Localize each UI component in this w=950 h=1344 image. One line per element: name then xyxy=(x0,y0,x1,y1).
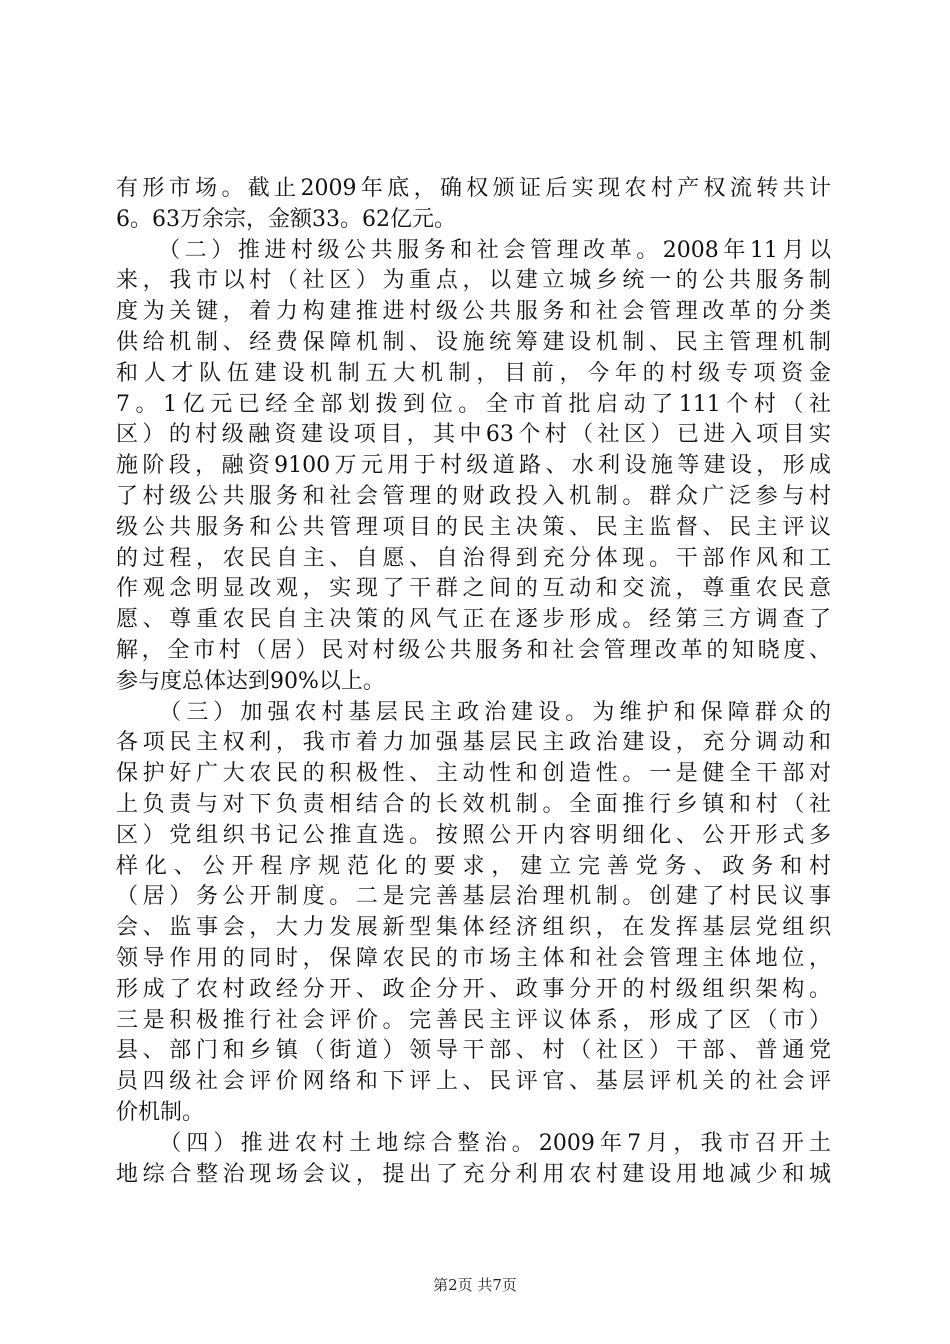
text-line: 有形市场。截止2009年底，确权颁证后实现农村产权流转共计 xyxy=(116,176,831,201)
text-line: 愿、尊重农民自主决策的风气正在逐步形成。经第三方调查了 xyxy=(116,607,831,633)
text-line: 员四级社会评价网络和下评上、民评官、基层评机关的社会评 xyxy=(116,1069,831,1095)
text-line: 上负责与对下负责相结合的长效机制。全面推行乡镇和村（社 xyxy=(116,791,831,817)
text-line: 作观念明显改观，实现了干群之间的互动和交流，尊重农民意 xyxy=(116,576,831,602)
text-line: 解，全市村（居）民对村级公共服务和社会管理改革的知晓度、 xyxy=(116,637,831,663)
text-line: 来，我市以村（社区）为重点，以建立城乡统一的公共服务制 xyxy=(116,268,831,294)
text-line: 价机制。 xyxy=(116,1099,205,1125)
text-line: 区）党组织书记公推直选。按照公开内容明细化、公开形式多 xyxy=(116,822,831,848)
text-line: 的过程，农民自主、自愿、自治得到充分体现。干部作风和工 xyxy=(116,545,831,571)
text-line: 区）的村级融资建设项目，其中63个村（社区）已进入项目实 xyxy=(116,422,831,448)
text-line: 和人才队伍建设机制五大机制，目前，今年的村级专项资金 xyxy=(116,360,831,386)
page-footer: 第2页 共7页 xyxy=(433,1276,517,1294)
text-line: 施阶段，融资9100万元用于村级道路、水利设施等建设，形成 xyxy=(116,453,831,479)
text-line: （四）推进农村土地综合整治。2009年7月，我市召开土 xyxy=(116,1130,831,1156)
text-line: 供给机制、经费保障机制、设施统筹建设机制、民主管理机制 xyxy=(116,329,831,355)
text-line: 了村级公共服务和社会管理的财政投入机制。群众广泛参与村 xyxy=(116,483,831,509)
text-line: 级公共服务和公共管理项目的民主决策、民主监督、民主评议 xyxy=(116,514,831,540)
text-line: （二）推进村级公共服务和社会管理改革。2008年11月以 xyxy=(116,237,831,263)
text-line: 度为关键，着力构建推进村级公共服务和社会管理改革的分类 xyxy=(116,299,831,325)
text-line: 保护好广大农民的积极性、主动性和创造性。一是健全干部对 xyxy=(116,761,831,787)
text-line: 县、部门和乡镇（街道）领导干部、村（社区）干部、普通党 xyxy=(116,1038,831,1064)
text-line: 形成了农村政经分开、政企分开、政事分开的村级组织架构。 xyxy=(116,976,831,1002)
text-line: 各项民主权利，我市着力加强基层民主政治建设，充分调动和 xyxy=(116,730,831,756)
text-line: （居）务公开制度。二是完善基层治理机制。创建了村民议事 xyxy=(116,884,831,910)
text-line: 地综合整治现场会议，提出了充分利用农村建设用地减少和城 xyxy=(116,1161,831,1187)
text-line: 领导作用的同时，保障农民的市场主体和社会管理主体地位， xyxy=(116,945,831,971)
text-line: 三是积极推行社会评价。完善民主评议体系，形成了区（市） xyxy=(116,1007,831,1033)
text-line: 样化、公开程序规范化的要求，建立完善党务、政务和村 xyxy=(116,853,831,879)
text-line: 6。63万余宗，金额33。62亿元。 xyxy=(116,206,456,232)
text-line: 7。1亿元已经全部划拨到位。全市首批启动了111个村（社 xyxy=(116,391,831,417)
document-body xyxy=(116,174,831,1190)
text-line: （三）加强农村基层民主政治建设。为维护和保障群众的 xyxy=(116,699,831,725)
text-line: 会、监事会，大力发展新型集体经济组织，在发挥基层党组织 xyxy=(116,915,831,941)
text-line: 参与度总体达到90%以上。 xyxy=(116,668,385,694)
